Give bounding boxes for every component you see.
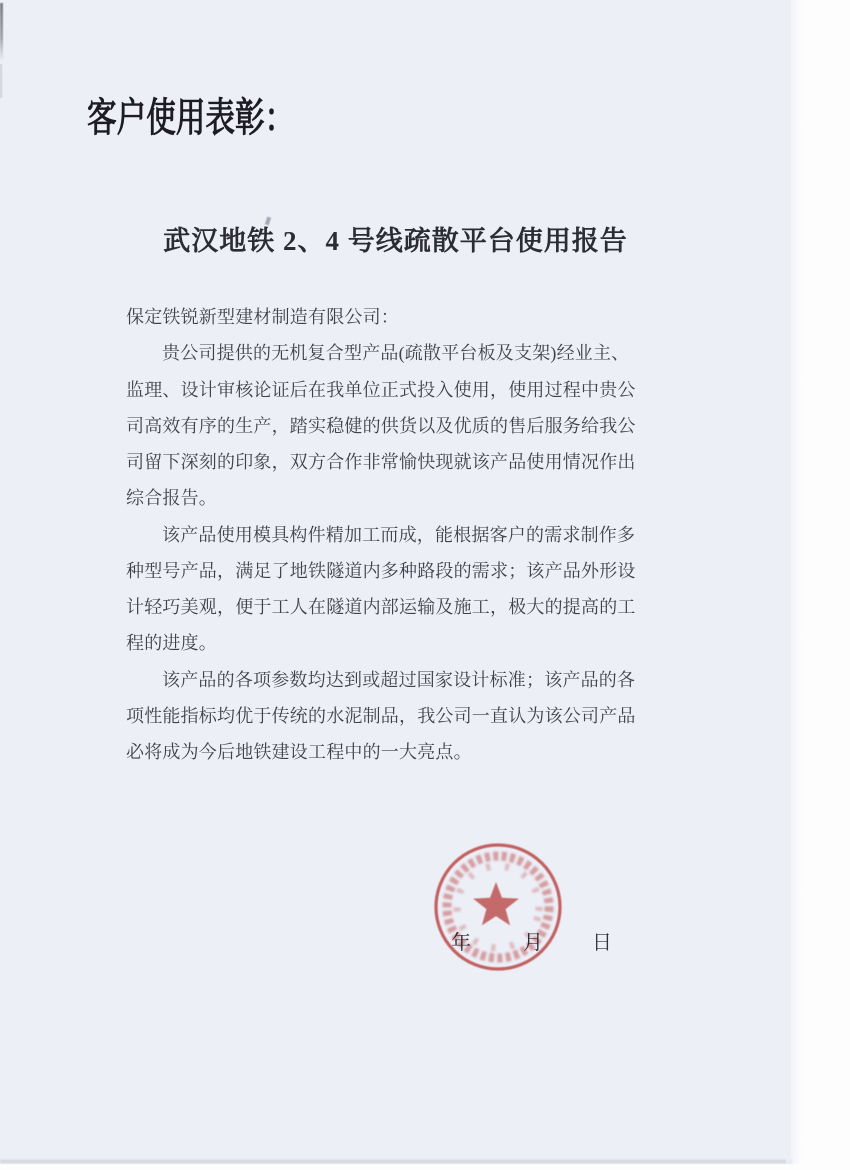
body-line: 司高效有序的生产，踏实稳健的供货以及优质的售后服务给我公 [126, 415, 636, 436]
scan-right-edge-fade [786, 0, 802, 1164]
body-line: 计轻巧美观，便于工人在隧道内部运输及施工，极大的提高的工 [126, 597, 636, 617]
letter-body [126, 299, 686, 770]
body-line: 司留下深刻的印象，双方合作非常愉快现就该产品使用情况作出 [126, 452, 636, 472]
scan-artifact-edge-streak [0, 3, 3, 61]
date-year-label: 年 [451, 932, 471, 954]
body-line: 种型号产品，满足了地铁隧道内多种路段的需求；该产品外形设 [126, 560, 636, 581]
body-line: 必将成为今后地铁建设工程中的一大亮点。 [126, 742, 472, 762]
company-seal-stamp [428, 837, 568, 977]
date-month-label: 月 [523, 932, 543, 954]
date-day-label: 日 [592, 932, 612, 954]
star-icon [473, 882, 519, 925]
report-title: 武汉地铁 2、4 号线疏散平台使用报告 [163, 226, 628, 256]
body-line: 项性能指标均优于传统的水泥制品，我公司一直认为该公司产品 [126, 705, 636, 726]
body-line: 监理、设计审核论证后在我单位正式投入使用，使用过程中贵公 [126, 379, 636, 400]
scan-artifact-edge-streak-2 [0, 64, 2, 98]
body-line: 贵公司提供的无机复合型产品(疏散平台板及支架)经业主、 [162, 343, 630, 364]
scan-artifact-bottom-edge [0, 1160, 792, 1163]
salutation-line: 保定铁锐新型建材制造有限公司： [126, 307, 399, 327]
body-line: 该产品的各项参数均达到或超过国家设计标准；该产品的各 [162, 669, 636, 690]
body-line: 该产品使用模具构件精加工而成，能根据客户的需求制作多 [162, 524, 636, 545]
document-heading: 客户使用表彰： [87, 95, 295, 141]
body-line: 程的进度。 [126, 633, 217, 654]
body-line: 综合报告。 [126, 488, 217, 509]
